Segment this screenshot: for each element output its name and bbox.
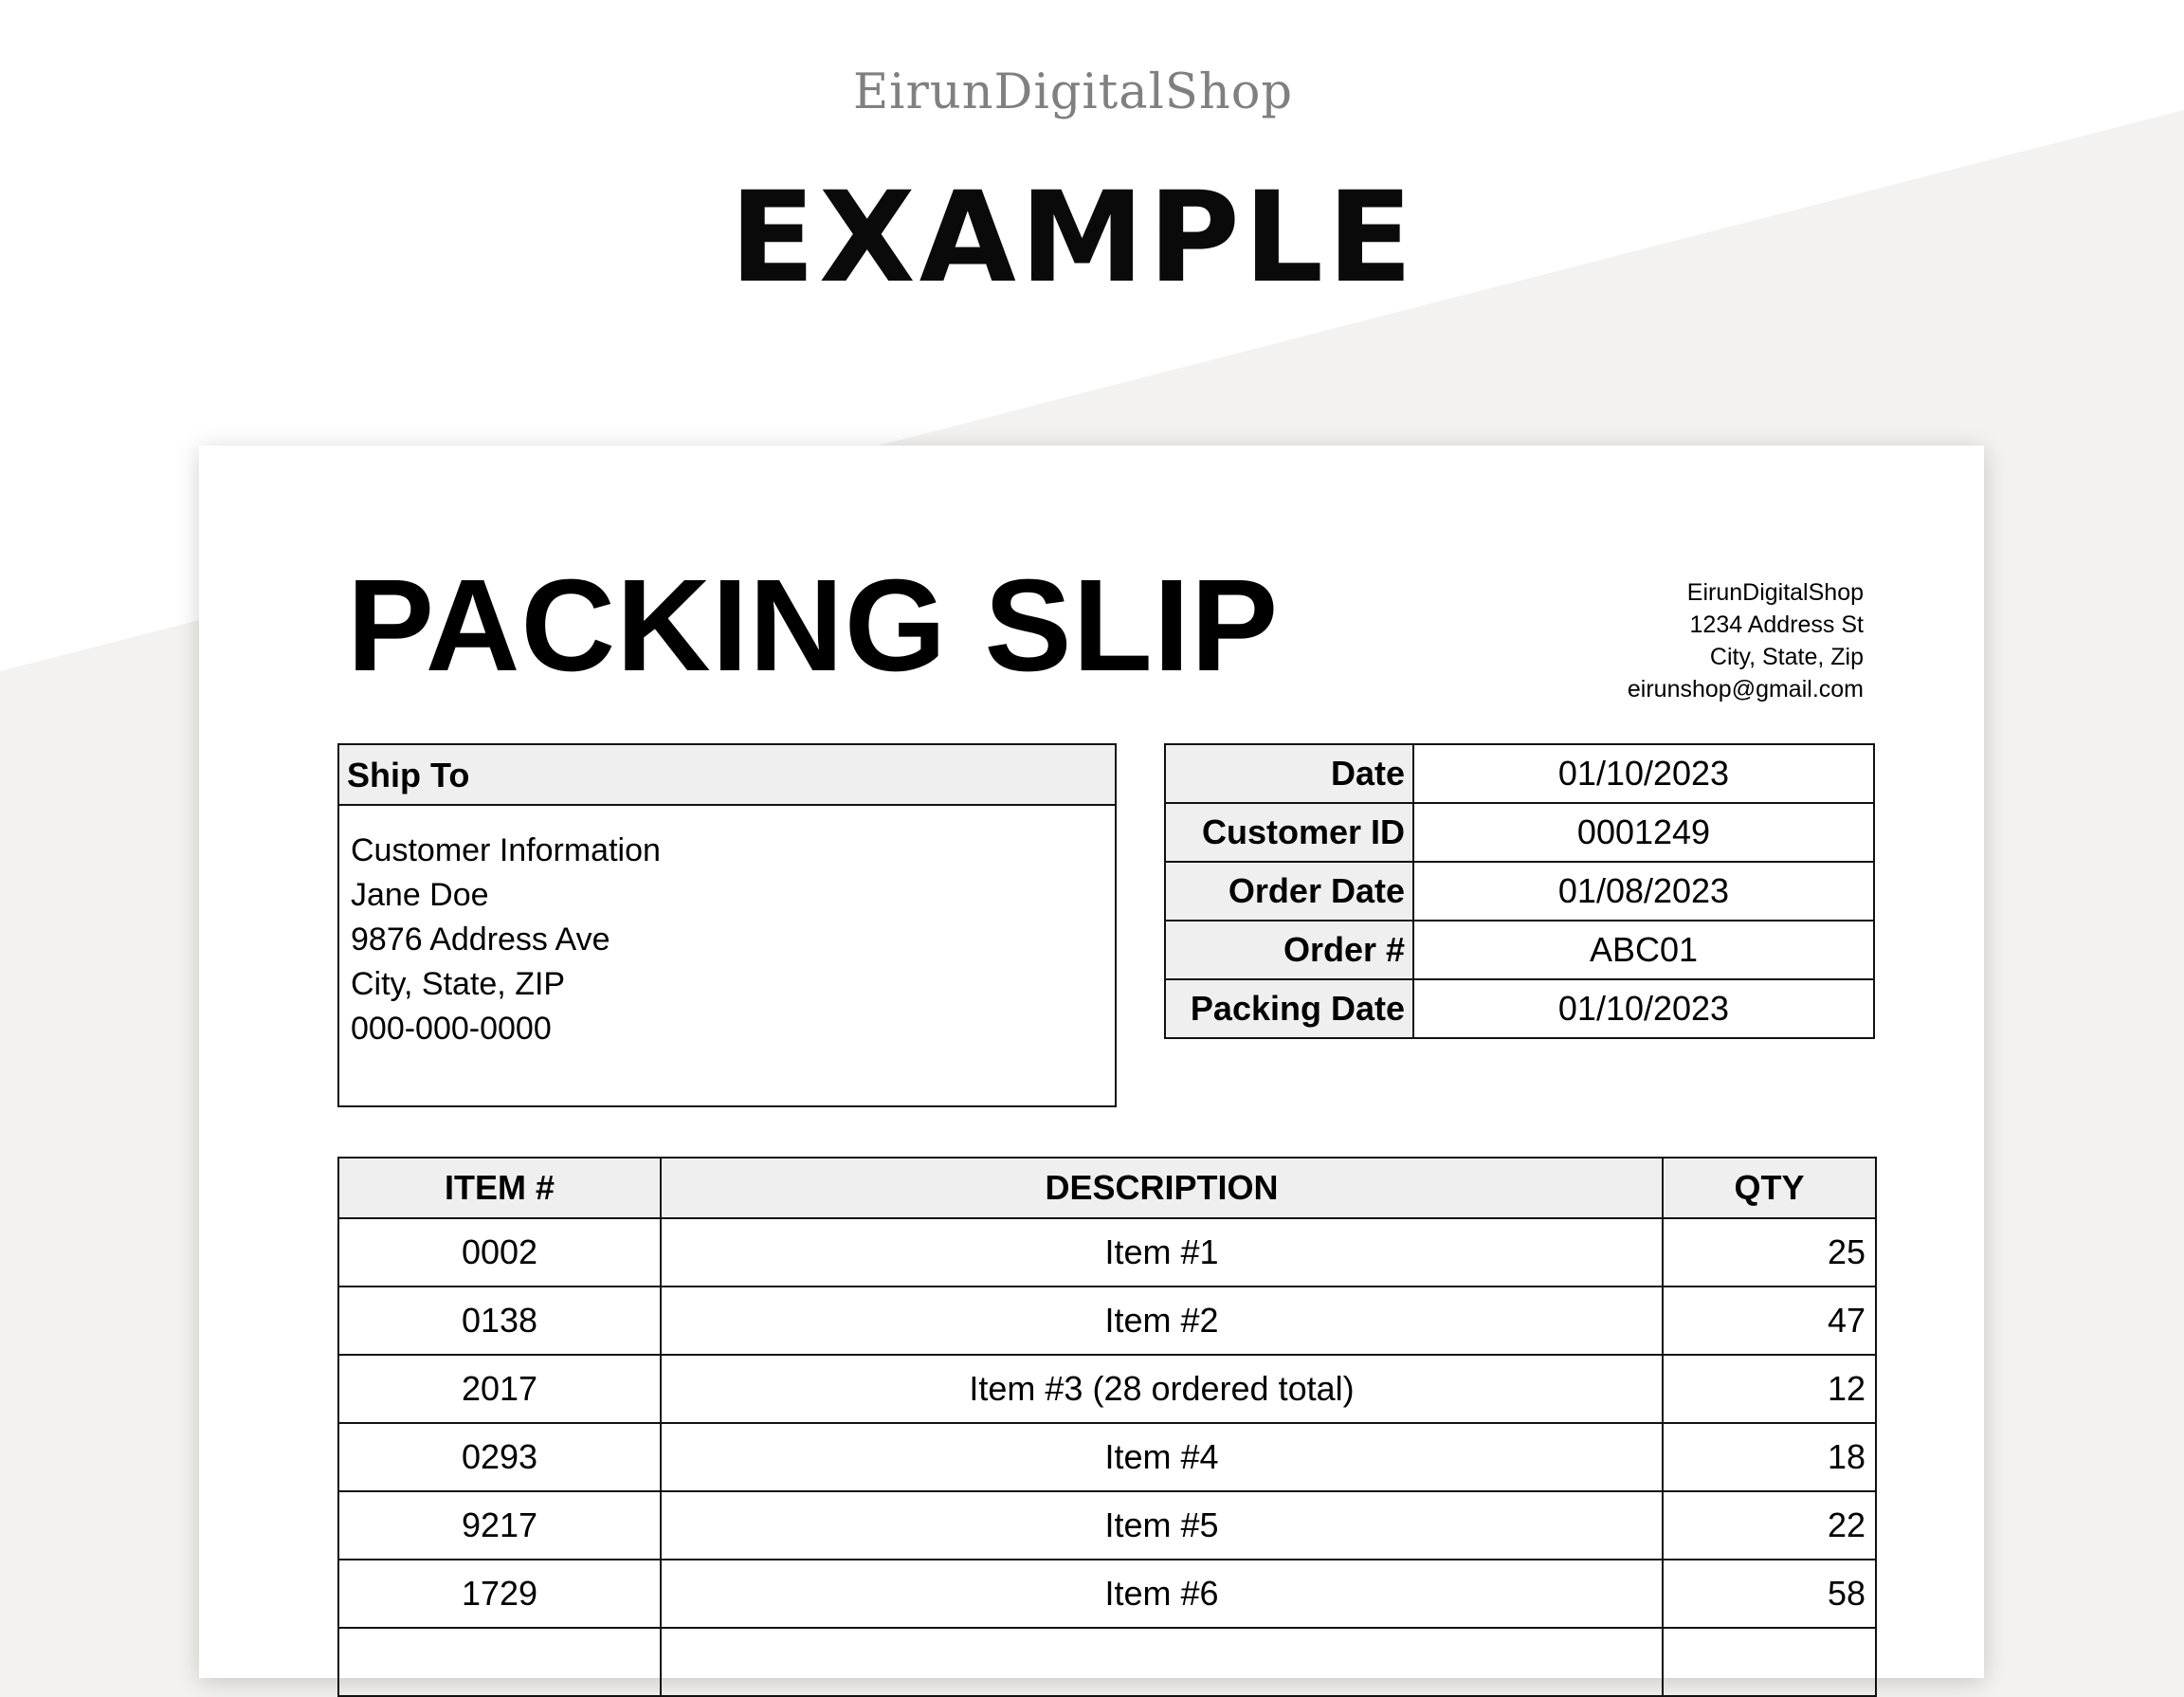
meta-row bbox=[1165, 979, 1874, 1038]
description-cell: Item #2 bbox=[661, 1286, 1663, 1355]
ship-to-line: 9876 Address Ave bbox=[351, 921, 610, 958]
item-number-cell: 0138 bbox=[338, 1286, 661, 1355]
document-title: PACKING SLIP bbox=[347, 553, 1280, 699]
items-table bbox=[337, 1157, 1877, 1697]
meta-value: ABC01 bbox=[1413, 921, 1874, 979]
qty-cell: 25 bbox=[1663, 1218, 1876, 1286]
ship-to-details bbox=[339, 806, 1115, 1051]
table-row bbox=[338, 1560, 1876, 1628]
meta-label: Order # bbox=[1165, 921, 1413, 979]
table-row bbox=[338, 1355, 1876, 1423]
shop-address: 1234 Address St bbox=[1689, 611, 1864, 638]
qty-cell: 22 bbox=[1663, 1491, 1876, 1560]
meta-label: Customer ID bbox=[1165, 803, 1413, 862]
meta-row bbox=[1165, 744, 1874, 803]
table-row bbox=[338, 1423, 1876, 1491]
ship-to-box bbox=[337, 743, 1117, 1107]
table-row bbox=[338, 1491, 1876, 1560]
shop-name: EirunDigitalShop bbox=[1686, 579, 1864, 606]
meta-row bbox=[1165, 862, 1874, 921]
column-header-description: DESCRIPTION bbox=[661, 1158, 1663, 1218]
meta-value: 01/08/2023 bbox=[1413, 862, 1874, 921]
items-header-row bbox=[338, 1158, 1876, 1218]
item-number-cell: 2017 bbox=[338, 1355, 661, 1423]
description-cell: Item #4 bbox=[661, 1423, 1663, 1491]
item-number-cell: 0002 bbox=[338, 1218, 661, 1286]
qty-cell: 58 bbox=[1663, 1560, 1876, 1628]
meta-label: Order Date bbox=[1165, 862, 1413, 921]
description-cell: Item #5 bbox=[661, 1491, 1663, 1560]
shop-email: eirunshop@gmail.com bbox=[1627, 676, 1864, 703]
meta-label: Date bbox=[1165, 744, 1413, 803]
order-info-table bbox=[1164, 743, 1875, 1039]
item-number-cell: 0293 bbox=[338, 1423, 661, 1491]
qty-cell: 18 bbox=[1663, 1423, 1876, 1491]
table-row bbox=[338, 1286, 1876, 1355]
shop-city: City, State, Zip bbox=[1709, 644, 1864, 670]
example-headline: EXAMPLE bbox=[729, 165, 1417, 311]
meta-label: Packing Date bbox=[1165, 979, 1413, 1038]
column-header-qty: QTY bbox=[1663, 1158, 1876, 1218]
meta-value: 01/10/2023 bbox=[1413, 744, 1874, 803]
packing-slip-document bbox=[199, 446, 1984, 1678]
meta-value: 0001249 bbox=[1413, 803, 1874, 862]
column-header-item: ITEM # bbox=[338, 1158, 661, 1218]
qty-cell: 12 bbox=[1663, 1355, 1876, 1423]
meta-row bbox=[1165, 921, 1874, 979]
meta-row bbox=[1165, 803, 1874, 862]
ship-to-line: 000-000-0000 bbox=[351, 1011, 552, 1047]
table-row bbox=[338, 1218, 1876, 1286]
item-number-cell: 1729 bbox=[338, 1560, 661, 1628]
description-cell: Item #1 bbox=[661, 1218, 1663, 1286]
description-cell: Item #6 bbox=[661, 1560, 1663, 1628]
meta-value: 01/10/2023 bbox=[1413, 979, 1874, 1038]
ship-to-line: City, State, ZIP bbox=[351, 966, 566, 1002]
qty-cell: 47 bbox=[1663, 1286, 1876, 1355]
ship-to-heading: Ship To bbox=[339, 745, 1115, 806]
brand-name: EirunDigitalShop bbox=[852, 64, 1294, 120]
item-number-cell: 9217 bbox=[338, 1491, 661, 1560]
ship-to-line: Customer Information bbox=[351, 832, 661, 868]
ship-to-line: Jane Doe bbox=[351, 877, 489, 913]
description-cell: Item #3 (28 ordered total) bbox=[661, 1355, 1663, 1423]
shop-info bbox=[1628, 576, 1864, 705]
